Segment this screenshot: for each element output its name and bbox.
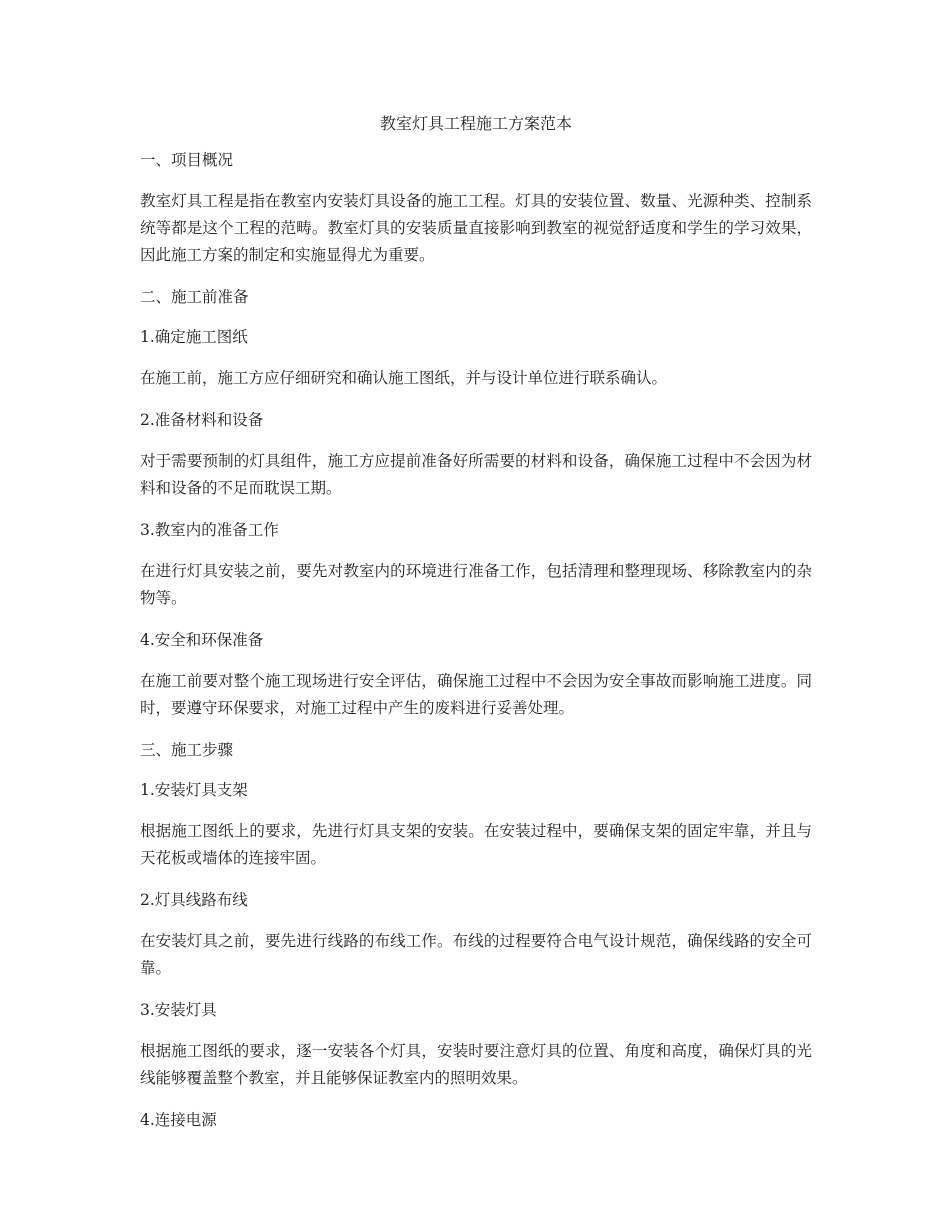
subsection-heading: 3.安装灯具 — [140, 1001, 217, 1019]
paragraph: 在施工前要对整个施工现场进行安全评估，确保施工过程中不会因为安全事故而影响施工进度。同时，要遵守环保要求，对施工过程中产生的废料进行妥善处理。 — [140, 672, 812, 717]
section-heading: 三、施工步骤 — [140, 741, 234, 759]
section-heading: 二、施工前准备 — [140, 288, 249, 306]
subsection-heading: 1.安装灯具支架 — [140, 781, 248, 799]
paragraph: 根据施工图纸上的要求，先进行灯具支架的安装。在安装过程中，要确保支架的固定牢靠，并且与天花板或墙体的连接牢固。 — [140, 822, 812, 867]
paragraph: 根据施工图纸的要求，逐一安装各个灯具，安装时要注意灯具的位置、角度和高度，确保灯具的光线能够覆盖整个教室，并且能够保证教室内的照明效果。 — [140, 1042, 812, 1087]
document-page — [140, 112, 812, 1148]
paragraph: 在进行灯具安装之前，要先对教室内的环境进行准备工作，包括清理和整理现场、移除教室内的杂物等。 — [140, 562, 812, 607]
paragraph: 教室灯具工程是指在教室内安装灯具设备的施工工程。灯具的安装位置、数量、光源种类、控制系统等都是这个工程的范畴。教室灯具的安装质量直接影响到教室的视觉舒适度和学生的学习效果，因此施工方案的制定和实施显得尤为重要。 — [140, 192, 812, 264]
section-heading: 一、项目概况 — [140, 151, 234, 169]
subsection-heading: 4.安全和环保准备 — [140, 631, 264, 649]
paragraph: 在施工前，施工方应仔细研究和确认施工图纸，并与设计单位进行联系确认。 — [140, 369, 668, 387]
subsection-heading: 1.确定施工图纸 — [140, 328, 248, 346]
subsection-heading: 2.准备材料和设备 — [140, 411, 264, 429]
document-title: 教室灯具工程施工方案范本 — [379, 114, 572, 133]
subsection-heading: 2.灯具线路布线 — [140, 891, 248, 909]
paragraph: 对于需要预制的灯具组件，施工方应提前准备好所需要的材料和设备，确保施工过程中不会因为材料和设备的不足而耽误工期。 — [140, 452, 812, 497]
subsection-heading: 4.连接电源 — [140, 1111, 217, 1129]
subsection-heading: 3.教室内的准备工作 — [140, 521, 279, 539]
paragraph: 在安装灯具之前，要先进行线路的布线工作。布线的过程要符合电气设计规范，确保线路的安全可靠。 — [140, 932, 812, 977]
